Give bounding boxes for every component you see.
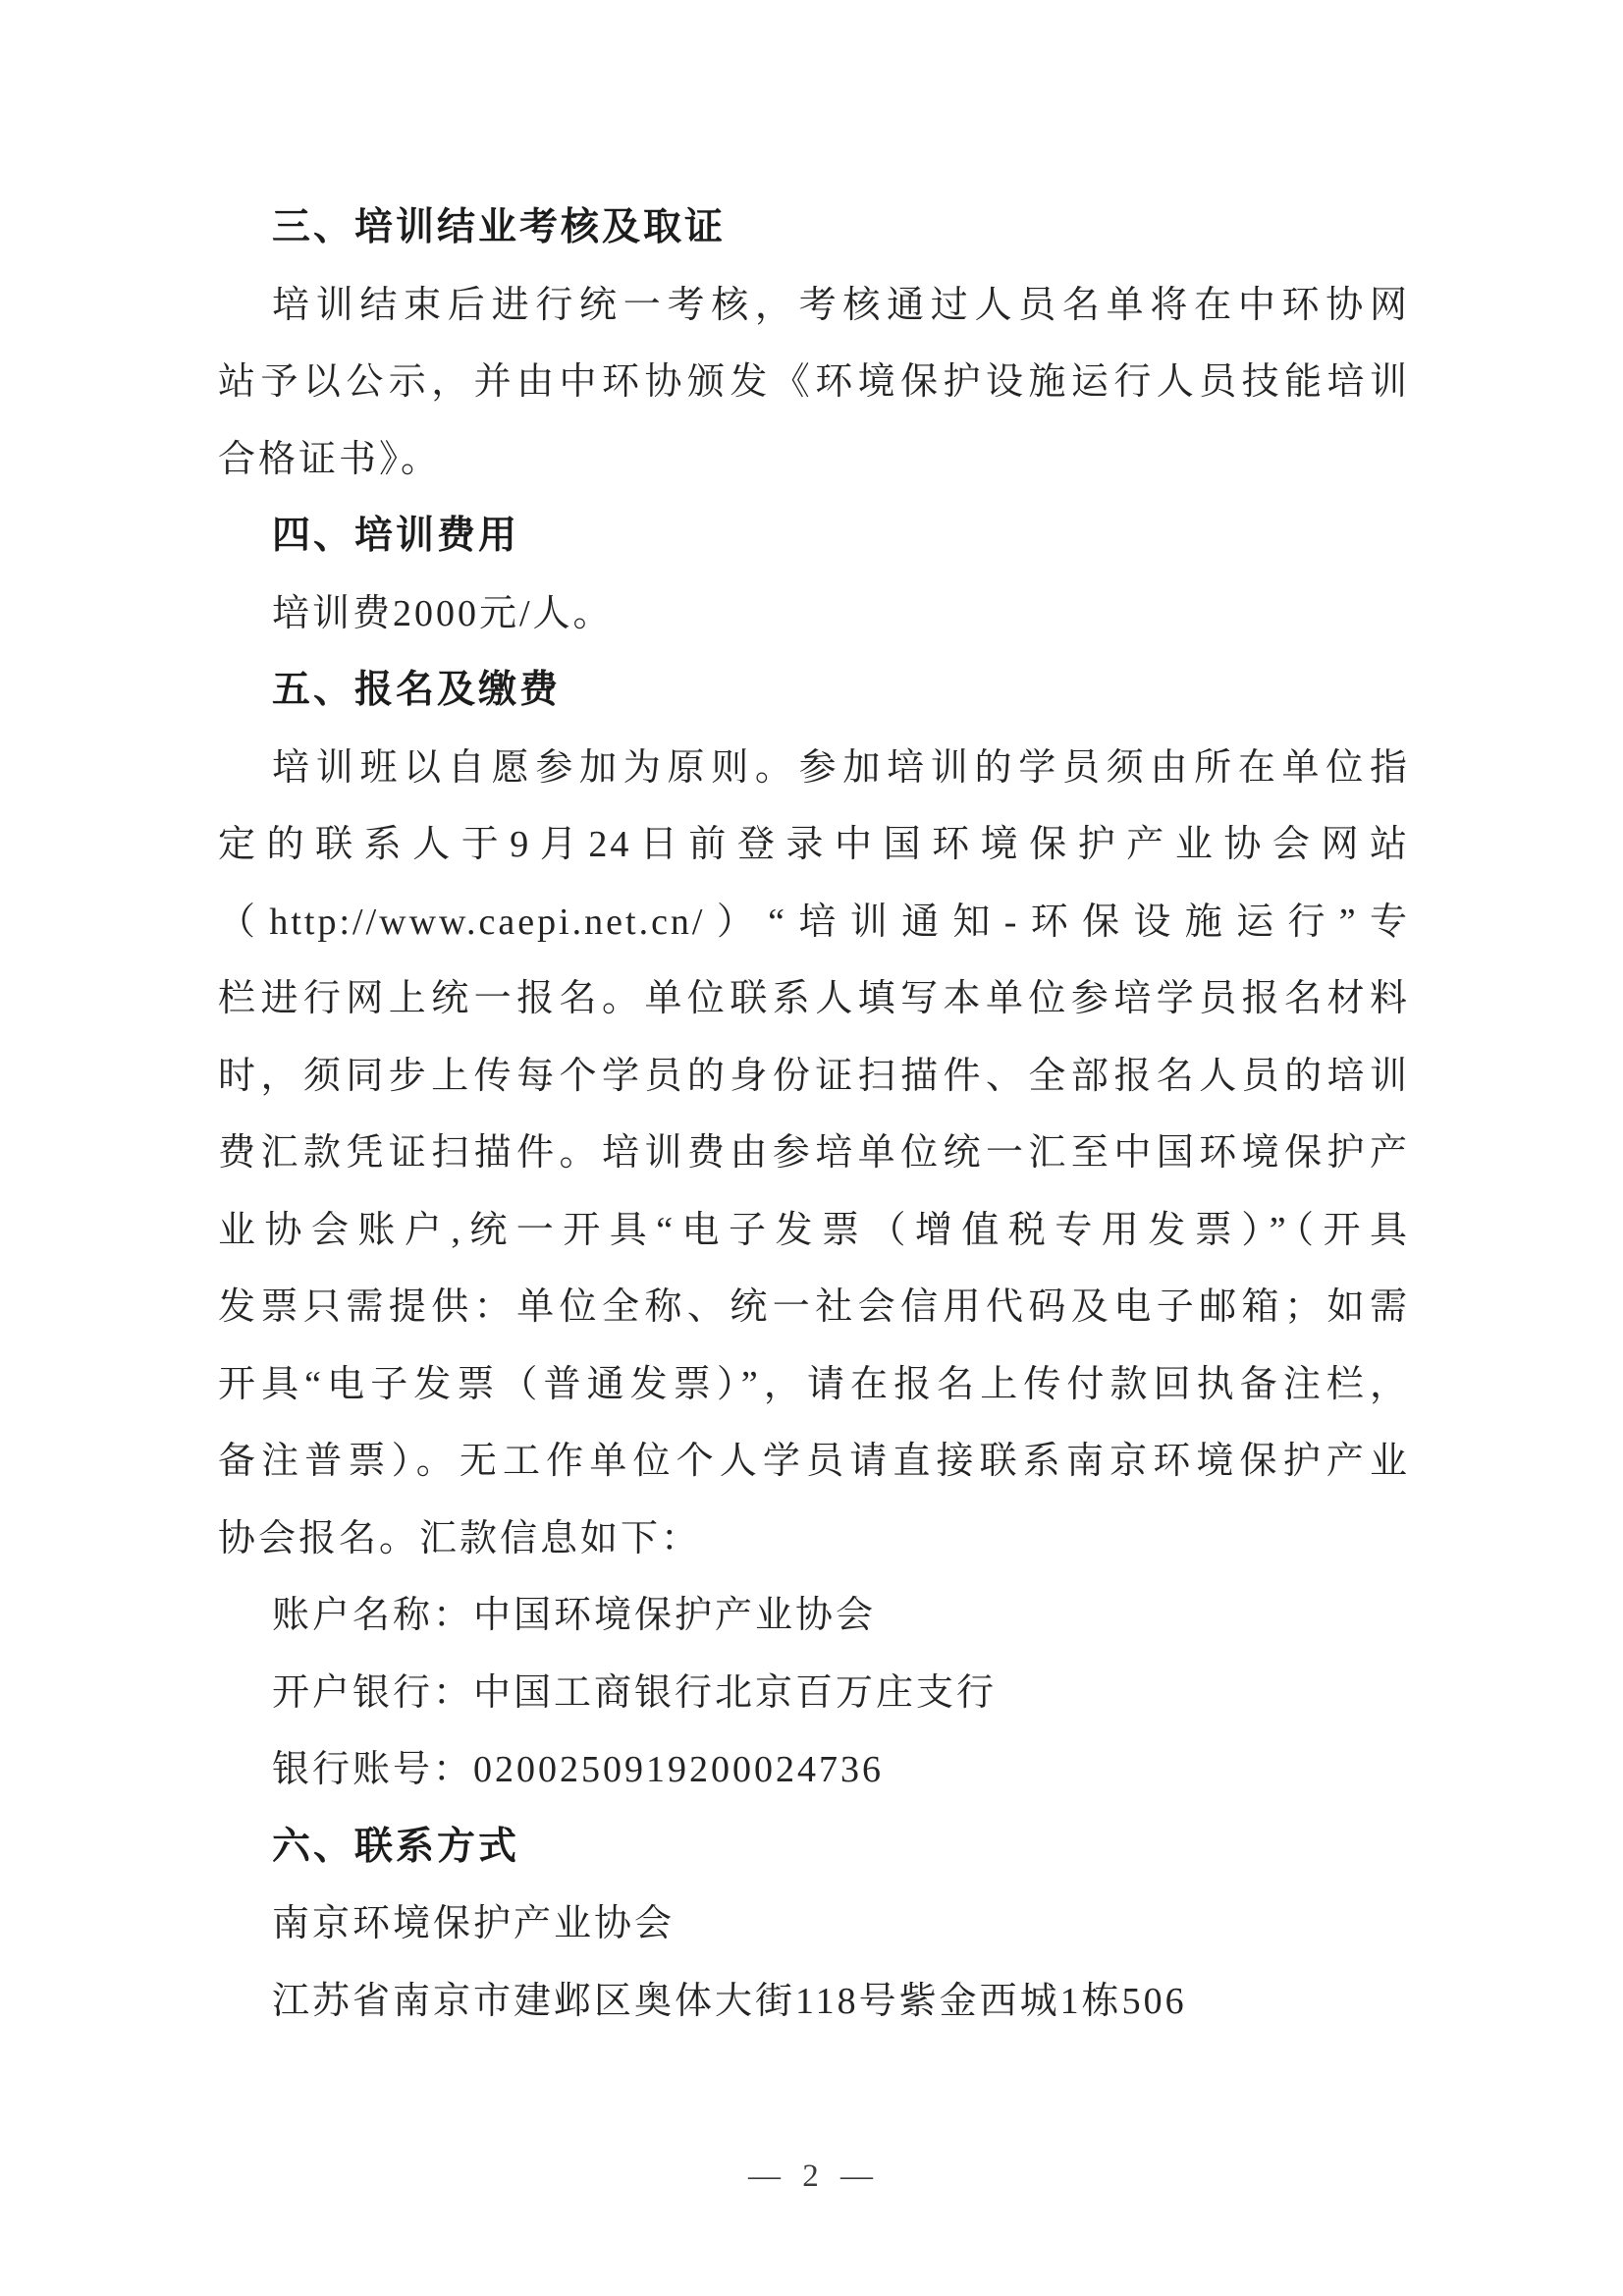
paragraph-line: 培训班以自愿参加为原则。参加培训的学员须由所在单位指 [272, 746, 1410, 789]
paragraph-line-url: （http://www.caepi.net.cn/）“培训通知-环保设施运行”专 [218, 901, 1410, 943]
paragraph-line: 合格证书》。 [218, 438, 442, 480]
heading-training-fee: 四、培训费用 [272, 515, 520, 557]
account-name-line: 账户名称：中国环境保护产业协会 [272, 1595, 877, 1636]
paragraph-line: 培训结束后进行统一考核，考核通过人员名单将在中环协网 [272, 284, 1410, 326]
paragraph-line: 备注普票）。无工作单位个人学员请直接联系南京环境保护产业 [218, 1441, 1410, 1482]
heading-contact-info: 六、联系方式 [272, 1825, 520, 1868]
training-fee-line: 培训费2000元/人。 [272, 592, 614, 634]
paragraph-line: 业协会账户,统一开具“电子发票（增值税专用发票）”（开具 [218, 1209, 1410, 1251]
address-line: 江苏省南京市建邺区奥体大街118号紫金西城1栋506 [272, 1980, 1187, 2022]
paragraph-line: 费汇款凭证扫描件。培训费由参培单位统一汇至中国环境保护产 [218, 1132, 1410, 1174]
paragraph-line: 栏进行网上统一报名。单位联系人填写本单位参培学员报名材料 [218, 978, 1410, 1019]
paragraph-line: 开具“电子发票（普通发票）”，请在报名上传付款回执备注栏， [218, 1363, 1410, 1405]
paragraph-line: 协会报名。汇款信息如下： [218, 1517, 702, 1559]
document-content [218, 190, 1410, 2214]
heading-assessment-certification: 三、培训结业考核及取证 [272, 206, 727, 248]
paragraph-line: 时，须同步上传每个学员的身份证扫描件、全部报名人员的培训 [218, 1055, 1410, 1097]
page-number: — 2 — [748, 2159, 880, 2194]
heading-registration-payment: 五、报名及缴费 [272, 669, 562, 711]
paragraph-line: 定的联系人于9月24日前登录中国环境保护产业协会网站 [218, 824, 1410, 865]
bank-name-line: 开户银行：中国工商银行北京百万庄支行 [272, 1671, 998, 1714]
account-number-line: 银行账号：0200250919200024736 [272, 1749, 885, 1790]
paragraph-line: 发票只需提供：单位全称、统一社会信用代码及电子邮箱；如需 [218, 1286, 1410, 1328]
paragraph-line: 站予以公示，并由中环协颁发《环境保护设施运行人员技能培训 [218, 361, 1410, 403]
org-name-line: 南京环境保护产业协会 [272, 1903, 676, 1944]
